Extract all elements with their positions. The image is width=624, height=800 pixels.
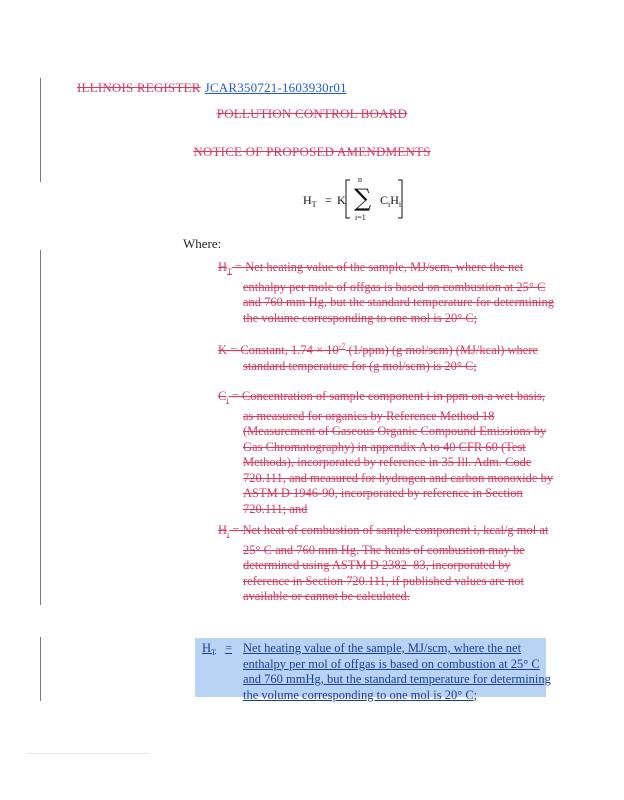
equation [300, 175, 410, 225]
equation-equals: = [325, 193, 332, 207]
register-header [77, 80, 347, 96]
new-definition-equals: = [225, 641, 233, 655]
register-deleted: ILLINOIS REGISTER [77, 80, 201, 95]
sum-upper-limit: n [358, 175, 362, 184]
definition-k-deleted: K = Constant, $1.74 \times 10^{-7}$ (1/ppm) (g mol/scm) (MJ/kcal) where standard temperature for (g mol/scm) is 20° C; [218, 342, 539, 373]
change-bar-1 [40, 78, 41, 182]
change-bar-3 [40, 637, 41, 701]
new-definition-text: Net heating value of the sample, MJ/scm, where the net enthalpy per mol of offgas is based on combustion at 25° C and 760 mmHg, but the standard temperature for determining the volume corresponding to one mol is 20° C; [243, 641, 551, 702]
definition-ci-deleted: $C_i$ = Concentration of sample component i in ppm on a wet basis, as measured for organics by Reference Method 18 (Measurement of Gaseous Organic Compound Emissions by Gas Chromatography) in appendix A to 40 CFR 60 (Test Methods), incorporated by reference in 35 Ill. Adm. Code 720.111, and measured for hydrogen and carbon monoxide by ASTM D 1946-90, incorporated by reference in Section 720.111; and [218, 389, 554, 516]
register-inserted[interactable]: JCAR350721-1603930r01 [204, 80, 347, 95]
change-bar-2 [40, 250, 41, 605]
definition-ht-deleted: $H_T$ = Net heating value of the sample, MJ/scm, where the net enthalpy per mole of offgas is based on combustion at 25° C and 760 mm Hg, but the standard temperature for determining the volume corresponding to one mol is 20° C; [218, 260, 555, 325]
notice-title: NOTICE OF PROPOSED AMENDMENTS [193, 144, 431, 159]
term-ht: $H_T$ [218, 260, 232, 276]
definition-hi-deleted: $H_i$ = Net heat of combustion of sample component i, kcal/g mol at 25° C and 760 mm Hg. The heats of combustion may be determined using ASTM D 2382–83, incorporated by reference in Section 720.111, if published values are not available or cannot be calculated. [218, 523, 549, 603]
term-ci: $C_i$ [218, 389, 229, 405]
sum-lower-limit: i=1 [355, 213, 366, 222]
summation-sign: ∑ [354, 184, 372, 212]
term-k: K [218, 343, 228, 357]
equation-constant: K [337, 193, 346, 207]
footer-rule [28, 753, 148, 754]
term-hi: $H_i$ [218, 523, 230, 539]
board-title: POLLUTION CONTROL BOARD [216, 106, 408, 121]
where-label: Where: [183, 236, 222, 251]
equation-lhs: $H_T$ [303, 193, 317, 209]
equation-term: $C_iH_i$ [380, 193, 402, 209]
new-definition-term: $H_T$ [202, 641, 216, 657]
